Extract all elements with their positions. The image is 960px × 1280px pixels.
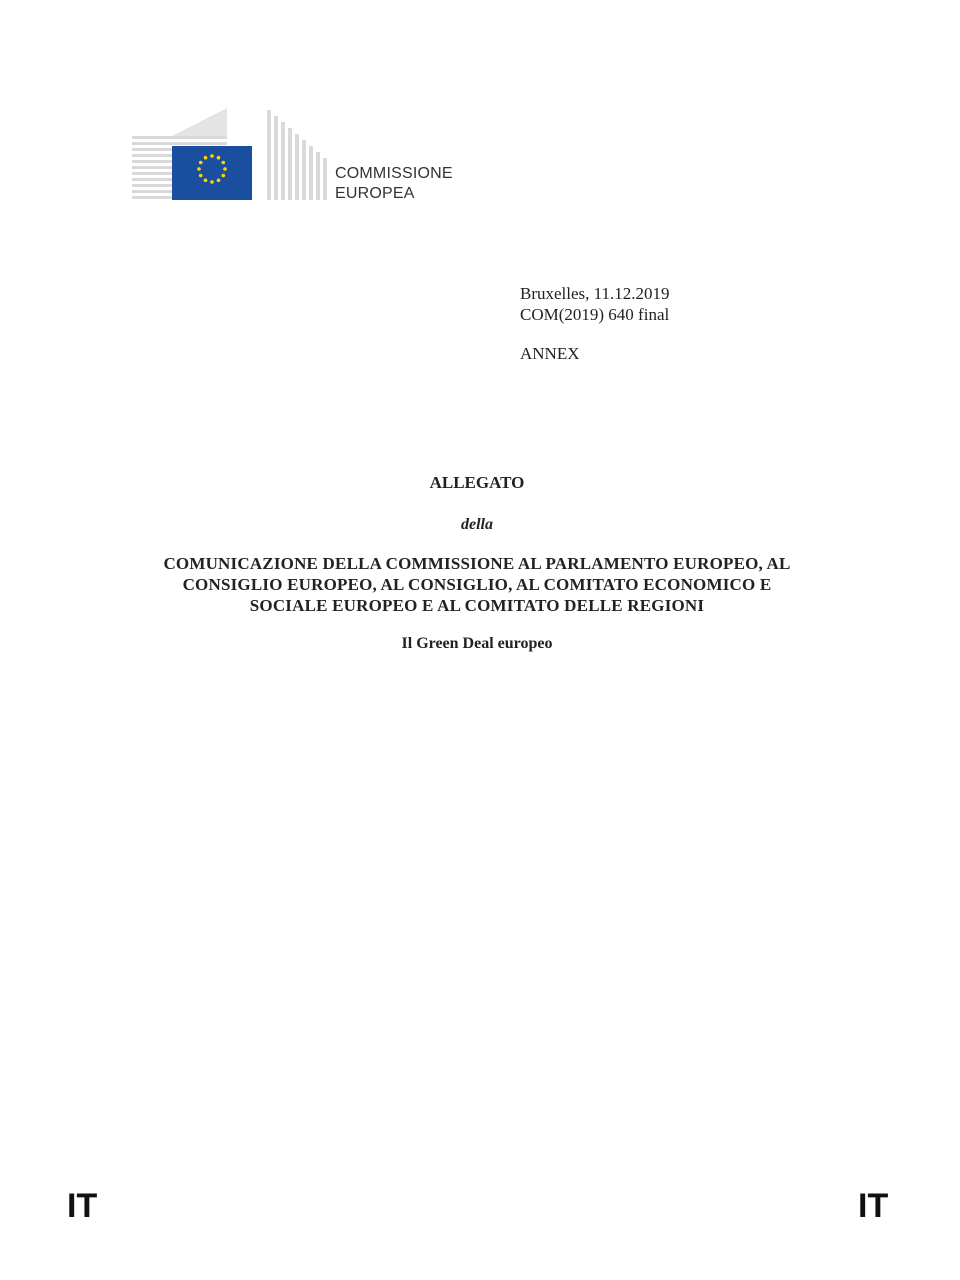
annex-label: ANNEX: [520, 344, 580, 363]
eu-flag-building-icon: [132, 108, 332, 208]
communication-title-line: CONSIGLIO EUROPEO, AL CONSIGLIO, AL COMITATO ECONOMICO E: [182, 575, 772, 594]
logo-line-1: COMMISSIONE: [335, 165, 453, 182]
place-date: Bruxelles, 11.12.2019: [520, 284, 670, 303]
language-code-right: IT: [858, 1187, 889, 1225]
title-block: [0, 473, 954, 654]
della-text: della: [461, 516, 493, 533]
communication-title-line: COMUNICAZIONE DELLA COMMISSIONE AL PARLAMENTO EUROPEO, AL: [163, 554, 791, 573]
logo-text: [335, 164, 453, 204]
logo-line-2: EUROPEA: [335, 185, 415, 202]
language-code-left: IT: [67, 1187, 98, 1225]
document-subtitle: Il Green Deal europeo: [401, 635, 553, 652]
building-stripes-right: [267, 110, 327, 200]
european-commission-logo: [132, 108, 472, 208]
communication-title: [0, 553, 954, 616]
reference-block: [520, 283, 670, 364]
eu-flag: [172, 146, 252, 200]
communication-title-line: SOCIALE EUROPEO E AL COMITATO DELLE REGIONI: [249, 596, 705, 615]
document-number: COM(2019) 640 final: [520, 305, 670, 324]
allegato-heading: ALLEGATO: [429, 473, 525, 492]
